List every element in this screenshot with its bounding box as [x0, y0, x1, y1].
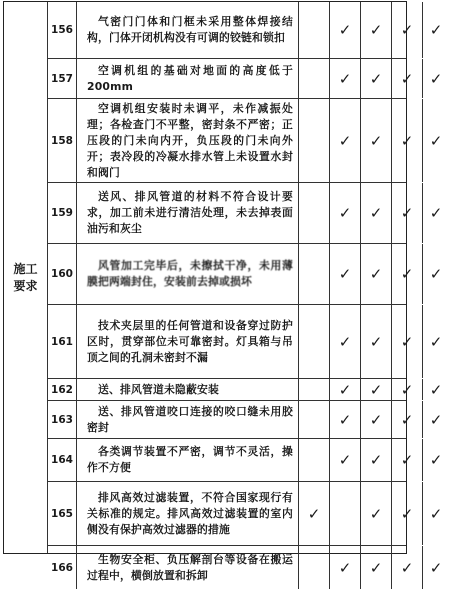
- table-row: [48, 99, 443, 183]
- row-description: [77, 244, 299, 304]
- check-mark-cell: [392, 546, 423, 589]
- check-mark-cell: [423, 546, 449, 589]
- table-row: [48, 59, 443, 99]
- table-row: [48, 546, 443, 589]
- category-cell: [4, 2, 48, 553]
- check-mark-cell: [361, 183, 392, 243]
- table-row: [48, 482, 443, 546]
- check-icon: ✓: [429, 558, 443, 577]
- check-mark-cell: [330, 401, 361, 438]
- check-mark-cell: [361, 439, 392, 481]
- check-icon: ✓: [369, 332, 383, 351]
- check-mark-cell: [299, 546, 330, 589]
- check-icon: ✓: [338, 204, 352, 222]
- row-number: 158: [48, 99, 77, 182]
- check-icon: ✓: [400, 558, 414, 577]
- check-icon: ✓: [338, 69, 352, 88]
- check-mark-cell: [392, 439, 423, 481]
- check-mark-cell: [423, 482, 449, 545]
- check-icon: ✓: [400, 332, 414, 351]
- check-icon: ✓: [369, 69, 383, 88]
- check-mark-cell: [361, 244, 392, 304]
- check-icon: ✓: [400, 410, 414, 429]
- row-number: 156: [48, 2, 77, 58]
- check-icon: ✓: [429, 451, 443, 469]
- row-description: [77, 305, 299, 378]
- check-mark-cell: [423, 99, 449, 182]
- check-mark-cell: [299, 305, 330, 378]
- check-icon: ✓: [429, 265, 443, 283]
- check-mark-cell: [423, 379, 449, 400]
- check-icon: ✓: [429, 504, 443, 523]
- row-description-text: 技术夹层里的任何管道和设备穿过防护区时，贯穿部位未可靠密封。灯具箱与吊顶之间的孔洞未密封不漏: [87, 318, 293, 364]
- check-mark-cell: [361, 482, 392, 545]
- check-mark-cell: [423, 59, 449, 98]
- check-icon: ✓: [429, 332, 443, 351]
- check-icon: ✓: [400, 69, 414, 88]
- check-mark-cell: [423, 401, 449, 438]
- check-mark-cell: [361, 305, 392, 378]
- check-mark-cell: [330, 99, 361, 182]
- check-icon: ✓: [429, 410, 443, 429]
- check-mark-cell: [299, 439, 330, 481]
- check-mark-cell: [423, 244, 449, 304]
- check-mark-cell: [423, 2, 449, 58]
- check-mark-cell: [392, 482, 423, 545]
- check-mark-cell: [361, 2, 392, 58]
- row-description: [77, 439, 299, 481]
- check-mark-cell: [299, 2, 330, 58]
- row-number: 160: [48, 244, 77, 304]
- check-mark-cell: [299, 482, 330, 545]
- row-number: 166: [48, 546, 77, 589]
- check-icon: ✓: [338, 380, 352, 399]
- check-mark-cell: [299, 183, 330, 243]
- check-mark-cell: [392, 183, 423, 243]
- check-icon: ✓: [369, 265, 383, 283]
- row-description: [77, 482, 299, 545]
- check-mark-cell: [423, 439, 449, 481]
- check-mark-cell: [361, 401, 392, 438]
- row-number: 164: [48, 439, 77, 481]
- row-description-text: 空调机组的基础对地面的高度低于 200mm: [87, 63, 293, 93]
- check-mark-cell: [330, 305, 361, 378]
- row-number: 157: [48, 59, 77, 98]
- check-icon: ✓: [338, 558, 352, 577]
- check-icon: ✓: [369, 558, 383, 577]
- check-icon: ✓: [400, 451, 414, 469]
- check-icon: ✓: [400, 265, 414, 283]
- check-icon: ✓: [338, 265, 352, 283]
- check-mark-cell: [330, 2, 361, 58]
- check-icon: ✓: [400, 504, 414, 523]
- check-mark-cell: [299, 379, 330, 400]
- check-icon: ✓: [338, 332, 352, 351]
- check-icon: ✓: [369, 410, 383, 429]
- row-description-text: 风管加工完毕后，未擦拭干净，未用薄膜把两端封住，安装前去掉或损坏: [87, 259, 293, 288]
- row-description: [77, 183, 299, 243]
- check-icon: ✓: [338, 131, 352, 150]
- check-mark-cell: [392, 379, 423, 400]
- check-mark-cell: [330, 439, 361, 481]
- table-row: [48, 401, 443, 439]
- check-icon: ✓: [369, 21, 383, 39]
- check-mark-cell: [392, 244, 423, 304]
- row-description: [77, 2, 299, 58]
- check-mark-cell: [392, 59, 423, 98]
- check-mark-cell: [361, 379, 392, 400]
- check-icon: ✓: [338, 21, 352, 39]
- check-icon: ✓: [338, 410, 352, 429]
- row-description-text: 各类调节装置不严密，调节不灵活，操作不方便: [87, 445, 293, 474]
- check-mark-cell: [299, 401, 330, 438]
- check-mark-cell: [330, 244, 361, 304]
- check-mark-cell: [392, 401, 423, 438]
- row-description: [77, 59, 299, 98]
- row-number: 159: [48, 183, 77, 243]
- check-icon: ✓: [307, 504, 321, 523]
- row-description-text: 空调机组安装时未调平，未作减振处理；各检查门不平整，密封条不严密；正压段的门未向内开，负压段的门未向外开；表冷段的冷凝水排水管上未设置水封和阀门: [87, 101, 293, 179]
- check-mark-cell: [299, 99, 330, 182]
- row-description-text: 送、排风管道咬口连接的咬口缝未用胶密封: [87, 404, 293, 434]
- check-mark-cell: [299, 59, 330, 98]
- check-mark-cell: [361, 99, 392, 182]
- check-icon: ✓: [369, 131, 383, 150]
- check-mark-cell: [330, 379, 361, 400]
- check-mark-cell: [330, 546, 361, 589]
- check-icon: ✓: [429, 380, 443, 399]
- row-number: 161: [48, 305, 77, 378]
- check-icon: ✓: [400, 131, 414, 150]
- row-description: [77, 546, 299, 589]
- check-icon: ✓: [369, 380, 383, 399]
- check-mark-cell: [392, 305, 423, 378]
- check-icon: ✓: [429, 21, 443, 39]
- check-icon: ✓: [369, 204, 383, 222]
- check-icon: ✓: [369, 451, 383, 469]
- row-description-text: 送、排风管道未隐蔽安装: [98, 382, 219, 396]
- check-mark-cell: [330, 183, 361, 243]
- row-number: 165: [48, 482, 77, 545]
- check-mark-cell: [392, 99, 423, 182]
- check-icon: ✓: [369, 504, 383, 523]
- table-row: [48, 244, 443, 305]
- check-icon: ✓: [338, 451, 352, 469]
- check-icon: ✓: [429, 69, 443, 88]
- table-row: [48, 379, 443, 401]
- check-icon: ✓: [429, 131, 443, 150]
- check-mark-cell: [299, 244, 330, 304]
- row-description: [77, 99, 299, 182]
- check-icon: ✓: [400, 21, 414, 39]
- check-mark-cell: [361, 59, 392, 98]
- check-mark-cell: [330, 59, 361, 98]
- check-mark-cell: [330, 482, 361, 545]
- table-row: [48, 439, 443, 482]
- table-row: [48, 305, 443, 379]
- row-number: 163: [48, 401, 77, 438]
- table-row: [48, 183, 443, 244]
- row-number: 162: [48, 379, 77, 400]
- category-label: 施工要求: [13, 261, 38, 293]
- table-row: [48, 2, 443, 59]
- row-description: [77, 379, 299, 400]
- row-description-text: 生物安全柜、负压解剖台等设备在搬运过程中，横倒放置和拆卸: [87, 552, 293, 582]
- row-description-text: 气密门门体和门框未采用整体焊接结构，门体开闭机构没有可调的铰链和锁扣: [87, 15, 293, 44]
- check-icon: ✓: [400, 380, 414, 399]
- check-icon: ✓: [400, 204, 414, 222]
- check-mark-cell: [423, 183, 449, 243]
- check-mark-cell: [392, 2, 423, 58]
- row-description-text: 排风高效过滤装置，不符合国家现行有关标准的规定。排风高效过滤装置的室内侧没有保护高效过滤器的措施: [87, 490, 293, 536]
- inspection-table: [3, 1, 443, 582]
- row-description: [77, 401, 299, 438]
- row-description-text: 送风、排风管道的材料不符合设计要求，加工前未进行清洁处理，未去掉表面油污和灰尘: [87, 190, 293, 235]
- check-mark-cell: [423, 305, 449, 378]
- check-mark-cell: [361, 546, 392, 589]
- check-icon: ✓: [429, 204, 443, 222]
